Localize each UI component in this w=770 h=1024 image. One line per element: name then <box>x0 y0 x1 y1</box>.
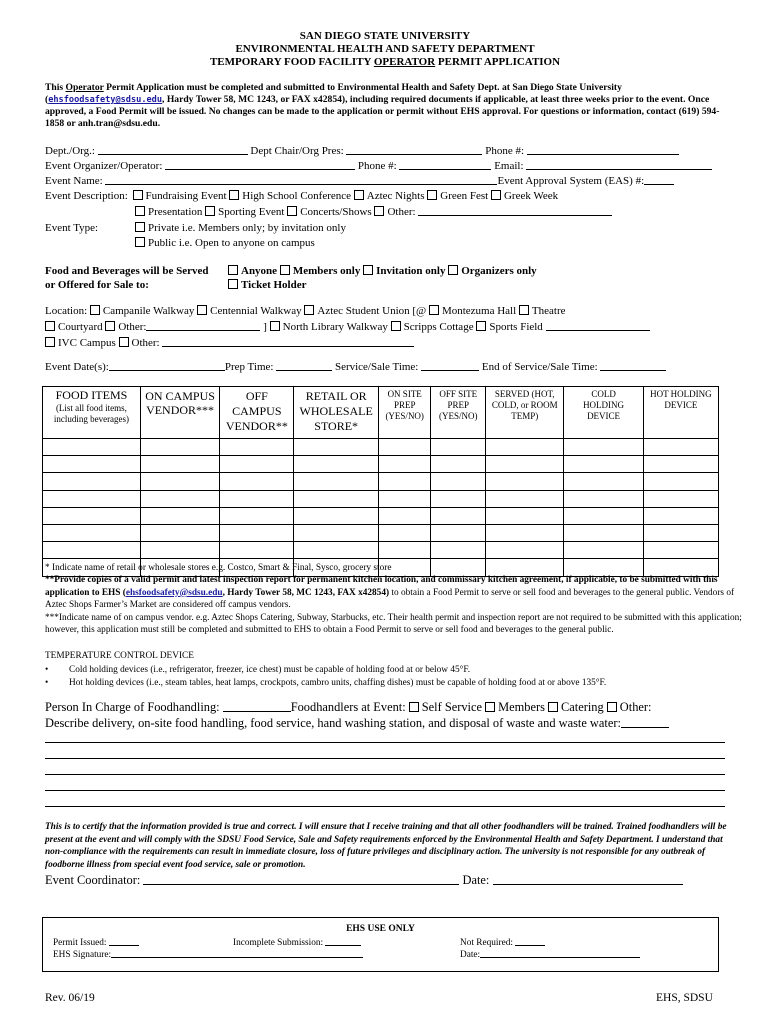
prep-time-field[interactable] <box>276 360 332 371</box>
event-name-field[interactable] <box>105 174 497 185</box>
table-row <box>43 507 719 524</box>
table-cell[interactable] <box>220 524 294 541</box>
table-cell[interactable] <box>643 456 718 473</box>
table-cell[interactable] <box>140 542 219 559</box>
incomplete-row: Incomplete Submission: <box>233 937 361 948</box>
describe-line-2[interactable] <box>45 758 725 759</box>
header-form-title: TEMPORARY FOOD FACILITY OPERATOR PERMIT APPLICATION <box>209 56 561 68</box>
loc-sports-field-line[interactable] <box>546 320 650 331</box>
desc-concerts-checkbox[interactable] <box>287 206 297 216</box>
coordinator-row: Event Coordinator: Date: <box>45 873 683 888</box>
table-cell[interactable] <box>140 524 219 541</box>
served-invitation-checkbox[interactable] <box>363 265 373 275</box>
loc-other-checkbox[interactable] <box>105 321 115 331</box>
loc-north-library-checkbox[interactable] <box>270 321 280 331</box>
dept-field[interactable] <box>98 144 248 155</box>
table-cell[interactable] <box>43 490 141 507</box>
event-description-row-2: Presentation Sporting Event Concerts/Shows Other: <box>135 205 612 219</box>
not-required-row: Not Required: <box>460 937 545 948</box>
table-cell[interactable] <box>564 456 643 473</box>
table-cell[interactable] <box>378 439 431 456</box>
footnote-on-campus: ***Indicate name of on campus vendor. e.g. Aztec Shops Catering, Subway, Starbucks, etc. Their health permit and inspection report are not required to be submitted with this application; however, this application must still be completed and submitted to EHS to obtain a Food Permit to serve or sell food and beverages to the general public. <box>45 612 742 636</box>
table-cell[interactable] <box>564 490 643 507</box>
ehs-use-only-box <box>42 917 719 972</box>
served-options-2: Ticket Holder <box>228 278 306 292</box>
ehs-signature-row: EHS Signature: <box>53 949 363 960</box>
table-cell[interactable] <box>564 507 643 524</box>
table-cell[interactable] <box>220 439 294 456</box>
desc-presentation-checkbox[interactable] <box>135 206 145 216</box>
table-cell[interactable] <box>378 542 431 559</box>
intro-paragraph: This Operator Permit Application must be completed and submitted to Environmental Health and Safety Dept. at San Diego State University (ehsfoodsafety@sdsu.edu, Hardy Tower 58, MC 1243, or FAX x42854), including required documents if applicable, at least three weeks prior to the event. Once approved, a Food Permit will be issued. No changes can be made to the application or permit without EHS approval. For questions or information, contact (619) 594-1858 or anh.tran@sdsu.edu. <box>45 82 720 129</box>
table-cell[interactable] <box>43 524 141 541</box>
loc-ivc-checkbox[interactable] <box>45 337 55 347</box>
table-cell[interactable] <box>220 507 294 524</box>
table-cell[interactable] <box>564 439 643 456</box>
chair-field[interactable] <box>346 144 482 155</box>
table-row <box>43 456 719 473</box>
table-cell[interactable] <box>294 456 379 473</box>
table-cell[interactable] <box>643 490 718 507</box>
table-cell[interactable] <box>431 524 486 541</box>
organizer-email-field[interactable] <box>526 159 712 170</box>
col-served: SERVED (HOT, COLD, or ROOM TEMP) <box>486 387 564 439</box>
table-cell[interactable] <box>643 439 718 456</box>
table-cell[interactable] <box>43 507 141 524</box>
foodhandling-row: Person In Charge of Foodhandling: Foodhandlers at Event: Self Service Members Catering Other: <box>45 700 652 714</box>
table-cell[interactable] <box>431 456 486 473</box>
dates-row: Event Date(s): Prep Time: Service/Sale Time: End of Service/Sale Time: <box>45 360 666 374</box>
table-cell[interactable] <box>431 490 486 507</box>
table-cell[interactable] <box>431 542 486 559</box>
table-cell[interactable] <box>643 524 718 541</box>
table-cell[interactable] <box>486 507 564 524</box>
served-label-2: or Offered for Sale to: <box>45 279 149 291</box>
service-time-field[interactable] <box>421 360 479 371</box>
table-cell[interactable] <box>643 473 718 490</box>
table-cell[interactable] <box>220 542 294 559</box>
permit-issued-field[interactable] <box>109 937 139 946</box>
table-cell[interactable] <box>486 490 564 507</box>
desc-green-fest-checkbox[interactable] <box>427 190 437 200</box>
type-private-checkbox[interactable] <box>135 222 145 232</box>
table-cell[interactable] <box>220 473 294 490</box>
col-on-site-prep: ON SITE PREP (YES/NO) <box>378 387 431 439</box>
describe-field[interactable] <box>621 716 669 728</box>
table-cell[interactable] <box>220 456 294 473</box>
loc-other2-checkbox[interactable] <box>119 337 129 347</box>
table-cell[interactable] <box>294 542 379 559</box>
table-cell[interactable] <box>486 456 564 473</box>
event-name-row: Event Name: Event Approval System (EAS) #: <box>45 174 674 188</box>
ehs-use-only-title: EHS USE ONLY <box>346 924 415 934</box>
location-row: Location: Campanile Walkway Centennial Walkway Aztec Student Union [@ Montezuma Hall Theatre <box>45 305 566 317</box>
table-row <box>43 439 719 456</box>
footnote-off-campus: **Provide copies of a valid permit and latest inspection report for permanent kitchen location, and commissary kitchen agreement, if applicable, to be submitted with this application to EHS (ehsfoodsafety@sdsu.edu, Hardy Tower 58, MC 1243, FAX x42854) to obtain a Food Permit to serve or sell food and beverages to the general public. Vendors of Aztec Shops Farmer’s Market are considered off campus vendors. <box>45 575 735 611</box>
desc-fundraising-checkbox[interactable] <box>133 190 143 200</box>
table-cell[interactable] <box>294 473 379 490</box>
table-cell[interactable] <box>294 507 379 524</box>
loc-montezuma-checkbox[interactable] <box>429 305 439 315</box>
desc-other-checkbox[interactable] <box>374 206 384 216</box>
header-university: SAN DIEGO STATE UNIVERSITY <box>299 30 471 42</box>
table-cell[interactable] <box>486 473 564 490</box>
table-cell[interactable] <box>431 439 486 456</box>
desc-other-field[interactable] <box>418 205 612 216</box>
loc-aztec-union-checkbox[interactable] <box>304 305 314 315</box>
dept-row: Dept./Org.: Dept Chair/Org Pres: Phone #: <box>45 144 679 158</box>
table-row <box>43 490 719 507</box>
temperature-title: TEMPERATURE CONTROL DEVICE <box>45 651 194 661</box>
table-cell[interactable] <box>43 542 141 559</box>
footer-org: EHS, SDSU <box>656 992 713 1004</box>
organizer-field[interactable] <box>165 159 355 170</box>
table-cell[interactable] <box>140 439 219 456</box>
table-cell[interactable] <box>294 524 379 541</box>
table-cell[interactable] <box>486 439 564 456</box>
describe-line-5[interactable] <box>45 806 725 807</box>
loc-campanile-checkbox[interactable] <box>90 305 100 315</box>
table-cell[interactable] <box>378 490 431 507</box>
table-cell[interactable] <box>564 473 643 490</box>
table-cell[interactable] <box>564 524 643 541</box>
ehs-date-field[interactable] <box>480 949 640 958</box>
event-type-public: Public i.e. Open to anyone on campus <box>135 236 315 250</box>
certification-statement: This is to certify that the information provided is true and correct. I will ensure that I receive training and that all other foodhandlers will be trained. Trained foodhandlers will be present at the event and will comply with the SDSU Food Service, Sale and Safety requirements enforced by the Environmental Health and Safety Department. I understand that non-compliance with the requirements can result in immediate closure, loss of future privileges and disciplinary action. The university is not responsible for any outbreak of foodborne illness from special event food service, sale or promotion. <box>45 822 727 870</box>
revision-label: Rev. 06/19 <box>45 992 95 1004</box>
table-cell[interactable] <box>431 507 486 524</box>
event-description-row: Event Description: Fundraising Event High School Conference Aztec Nights Green Fest Greek Week <box>45 190 559 202</box>
table-cell[interactable] <box>220 490 294 507</box>
intro-email-link[interactable]: ehsfoodsafety@sdsu.edu <box>48 95 163 105</box>
temperature-hot-item: • Hot holding devices (i.e., steam tables, heat lamps, crockpots, cambro units, chaffing dishes) must be capable of holding food at or above 135°F. <box>45 677 607 688</box>
table-cell[interactable] <box>140 473 219 490</box>
ehs-signature-field[interactable] <box>111 949 363 958</box>
chair-phone-field[interactable] <box>527 144 679 155</box>
table-cell[interactable] <box>431 473 486 490</box>
eas-field[interactable] <box>644 174 674 185</box>
loc-other-field[interactable] <box>146 320 260 331</box>
permit-issued-row: Permit Issued: <box>53 937 139 948</box>
person-in-charge-field[interactable] <box>223 700 291 712</box>
incomplete-field[interactable] <box>325 937 361 946</box>
desc-highschool-checkbox[interactable] <box>229 190 239 200</box>
table-cell[interactable] <box>294 490 379 507</box>
col-off-campus-vendor: OFF CAMPUS VENDOR** <box>220 387 294 439</box>
desc-aztec-nights-checkbox[interactable] <box>354 190 364 200</box>
footnote-retail: * Indicate name of retail or wholesale stores e.g. Costco, Smart & Final, Sysco, grocery store <box>45 563 392 573</box>
location-row-2: Courtyard Other: ] North Library Walkway Scripps Cottage Sports Field <box>45 320 650 334</box>
table-row <box>43 542 719 559</box>
served-options: Anyone Members only Invitation only Organizers only <box>228 264 537 278</box>
event-type-row: Event Type: <box>45 222 99 234</box>
served-ticket-checkbox[interactable] <box>228 279 238 289</box>
desc-greek-week-checkbox[interactable] <box>491 190 501 200</box>
describe-line-4[interactable] <box>45 790 725 791</box>
loc-other2-field[interactable] <box>162 336 414 347</box>
location-row-3: IVC Campus Other: <box>45 336 414 350</box>
col-off-site-prep: OFF SITE PREP (YES/NO) <box>431 387 486 439</box>
handlers-self-service-checkbox[interactable] <box>409 702 419 712</box>
event-dates-field[interactable] <box>109 360 225 371</box>
loc-theatre-checkbox[interactable] <box>519 305 529 315</box>
table-cell[interactable] <box>486 524 564 541</box>
loc-scripps-checkbox[interactable] <box>391 321 401 331</box>
table-cell[interactable] <box>378 507 431 524</box>
table-cell[interactable] <box>643 507 718 524</box>
food-items-table <box>42 386 719 577</box>
col-cold-holding: COLD HOLDING DEVICE <box>564 387 643 439</box>
table-cell[interactable] <box>140 507 219 524</box>
footnotes <box>45 562 745 636</box>
end-time-field[interactable] <box>600 360 666 371</box>
table-cell[interactable] <box>140 456 219 473</box>
table-cell[interactable] <box>43 456 141 473</box>
table-cell[interactable] <box>378 456 431 473</box>
header-department: ENVIRONMENTAL HEALTH AND SAFETY DEPARTMENT <box>235 43 535 55</box>
handlers-members-checkbox[interactable] <box>485 702 495 712</box>
table-cell[interactable] <box>43 439 141 456</box>
table-cell[interactable] <box>378 473 431 490</box>
table-cell[interactable] <box>43 473 141 490</box>
col-retail-store: RETAIL OR WHOLESALE STORE* <box>294 387 379 439</box>
footnote-email-link[interactable]: ehsfoodsafety@sdsu.edu <box>125 587 223 598</box>
table-cell[interactable] <box>564 542 643 559</box>
table-cell[interactable] <box>643 542 718 559</box>
table-cell[interactable] <box>294 439 379 456</box>
served-anyone-checkbox[interactable] <box>228 265 238 275</box>
col-food-items: FOOD ITEMS (List all food items, including beverages) <box>43 387 141 439</box>
col-on-campus-vendor: ON CAMPUS VENDOR*** <box>140 387 219 439</box>
desc-sporting-checkbox[interactable] <box>205 206 215 216</box>
organizer-row: Event Organizer/Operator: Phone #: Email: <box>45 159 712 173</box>
type-public-checkbox[interactable] <box>135 237 145 247</box>
handlers-catering-checkbox[interactable] <box>548 702 558 712</box>
served-members-checkbox[interactable] <box>280 265 290 275</box>
col-hot-holding: HOT HOLDING DEVICE <box>643 387 718 439</box>
table-cell[interactable] <box>378 524 431 541</box>
coordinator-signature-field[interactable] <box>143 873 459 885</box>
table-row <box>43 473 719 490</box>
describe-line-1[interactable] <box>45 742 725 743</box>
describe-row: Describe delivery, on-site food handling, food service, hand washing station, and disposal of waste and waste water: <box>45 716 669 731</box>
table-cell[interactable] <box>140 490 219 507</box>
temperature-cold-item: • Cold holding devices (i.e., refrigerator, freezer, ice chest) must be capable of holding food at or below 45°F. <box>45 665 471 676</box>
handlers-other-checkbox[interactable] <box>607 702 617 712</box>
temperature-control <box>45 650 745 689</box>
describe-line-3[interactable] <box>45 774 725 775</box>
loc-sports-field-checkbox[interactable] <box>476 321 486 331</box>
ehs-date-row: Date: <box>460 949 640 960</box>
table-row <box>43 524 719 541</box>
organizer-phone-field[interactable] <box>399 159 491 170</box>
loc-centennial-checkbox[interactable] <box>197 305 207 315</box>
not-required-field[interactable] <box>515 937 545 946</box>
event-type-private: Private i.e. Members only; by invitation only <box>135 221 346 235</box>
served-label: Food and Beverages will be Served <box>45 265 209 277</box>
loc-courtyard-checkbox[interactable] <box>45 321 55 331</box>
table-cell[interactable] <box>486 542 564 559</box>
coordinator-date-field[interactable] <box>493 873 683 885</box>
served-organizers-checkbox[interactable] <box>448 265 458 275</box>
